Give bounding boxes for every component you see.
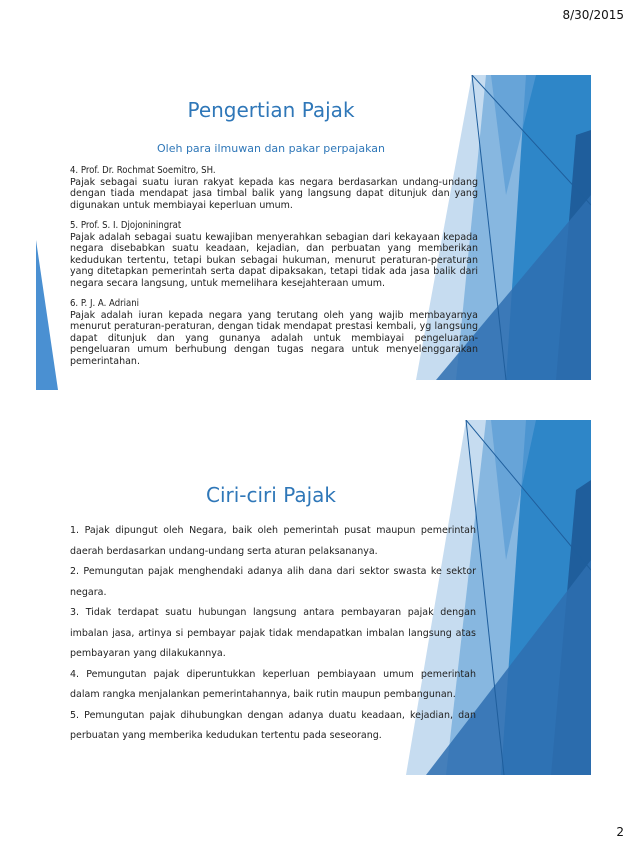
slide-ciri-ciri-pajak <box>36 420 591 775</box>
list-item: 3. Tidak terdapat suatu hubungan langsung antara pembayaran pajak dengan imbalan jasa, artinya si pembayar pajak tidak mendapatkan imbalan langsung atas pembayaran yang dilakukannya. <box>70 607 476 659</box>
definition-text: Pajak adalah iuran kepada negara yang terutang oleh yang wajib membayarnya menurut peraturan-peraturan, dengan tidak mendapat prestasi kembali, yg langsung dapat ditunjuk dan yang gunanya adalah untuk membiayai pengeluaran-pengeluaran umum berhubung dengan tugas negara untuk menyelenggarakan pemerintahan. <box>70 309 478 367</box>
page-number: 2 <box>616 825 624 839</box>
slide-subtitle: Oleh para ilmuwan dan pakar perpajakan <box>157 142 385 155</box>
definition-text: Pajak sebagai suatu iuran rakyat kepada kas negara berdasarkan undang-undang dengan tiada mendapat jasa timbal balik yang langsung dapat ditunjuk dan yang digunakan untuk membiayai keperluan umum. <box>70 176 478 211</box>
header-date: 8/30/2015 <box>562 8 624 22</box>
slide-title: Ciri-ciri Pajak <box>205 483 337 507</box>
list-item: 1. Pajak dipungut oleh Negara, baik oleh pemerintah pusat maupun pemerintah daerah berdasarkan undang-undang serta aturan pelaksananya. <box>70 525 476 557</box>
left-accent-triangle <box>36 240 58 390</box>
definition-item <box>70 298 478 367</box>
list-item: 5. Pemungutan pajak dihubungkan dengan adanya duatu keadaan, kejadian, dan perbuatan yang memberika kedudukan tertentu pada seseorang. <box>70 709 476 741</box>
characteristics-list <box>70 521 476 747</box>
definition-text: Pajak adalah sebagai suatu kewajiban menyerahkan sebagian dari kekayaan kepada negara disebabkan suatu keadaan, kejadian, dan perbuatan yang memberikan kedudukan tertentu, tetapi bukan sebagai hukuman, menurut peraturan-peraturan yang ditetapkan pemerintah serta dapat dipaksakan, tetapi tidak ada jasa balik dari negara secara langsung, untuk memelihara kesejahteraan umum. <box>70 231 478 289</box>
list-item: 2. Pemungutan pajak menghendaki adanya alih dana dari sektor swasta ke sektor negara. <box>70 566 476 598</box>
definition-item <box>70 165 478 211</box>
definition-list <box>70 165 478 376</box>
definition-author: 5. Prof. S. I. Djojoniningrat <box>70 220 182 231</box>
slide-pengertian-pajak <box>36 75 591 380</box>
definition-item <box>70 220 478 289</box>
definition-author: 6. P. J. A. Adriani <box>70 298 140 309</box>
list-item: 4. Pemungutan pajak diperuntukkan keperluan pembiayaan umum pemerintah dalam rangka menjalankan pemerintahannya, baik rutin maupun pembangunan. <box>70 668 476 700</box>
definition-author: 4. Prof. Dr. Rochmat Soemitro, SH. <box>70 165 216 176</box>
slide-title: Pengertian Pajak <box>187 98 355 122</box>
